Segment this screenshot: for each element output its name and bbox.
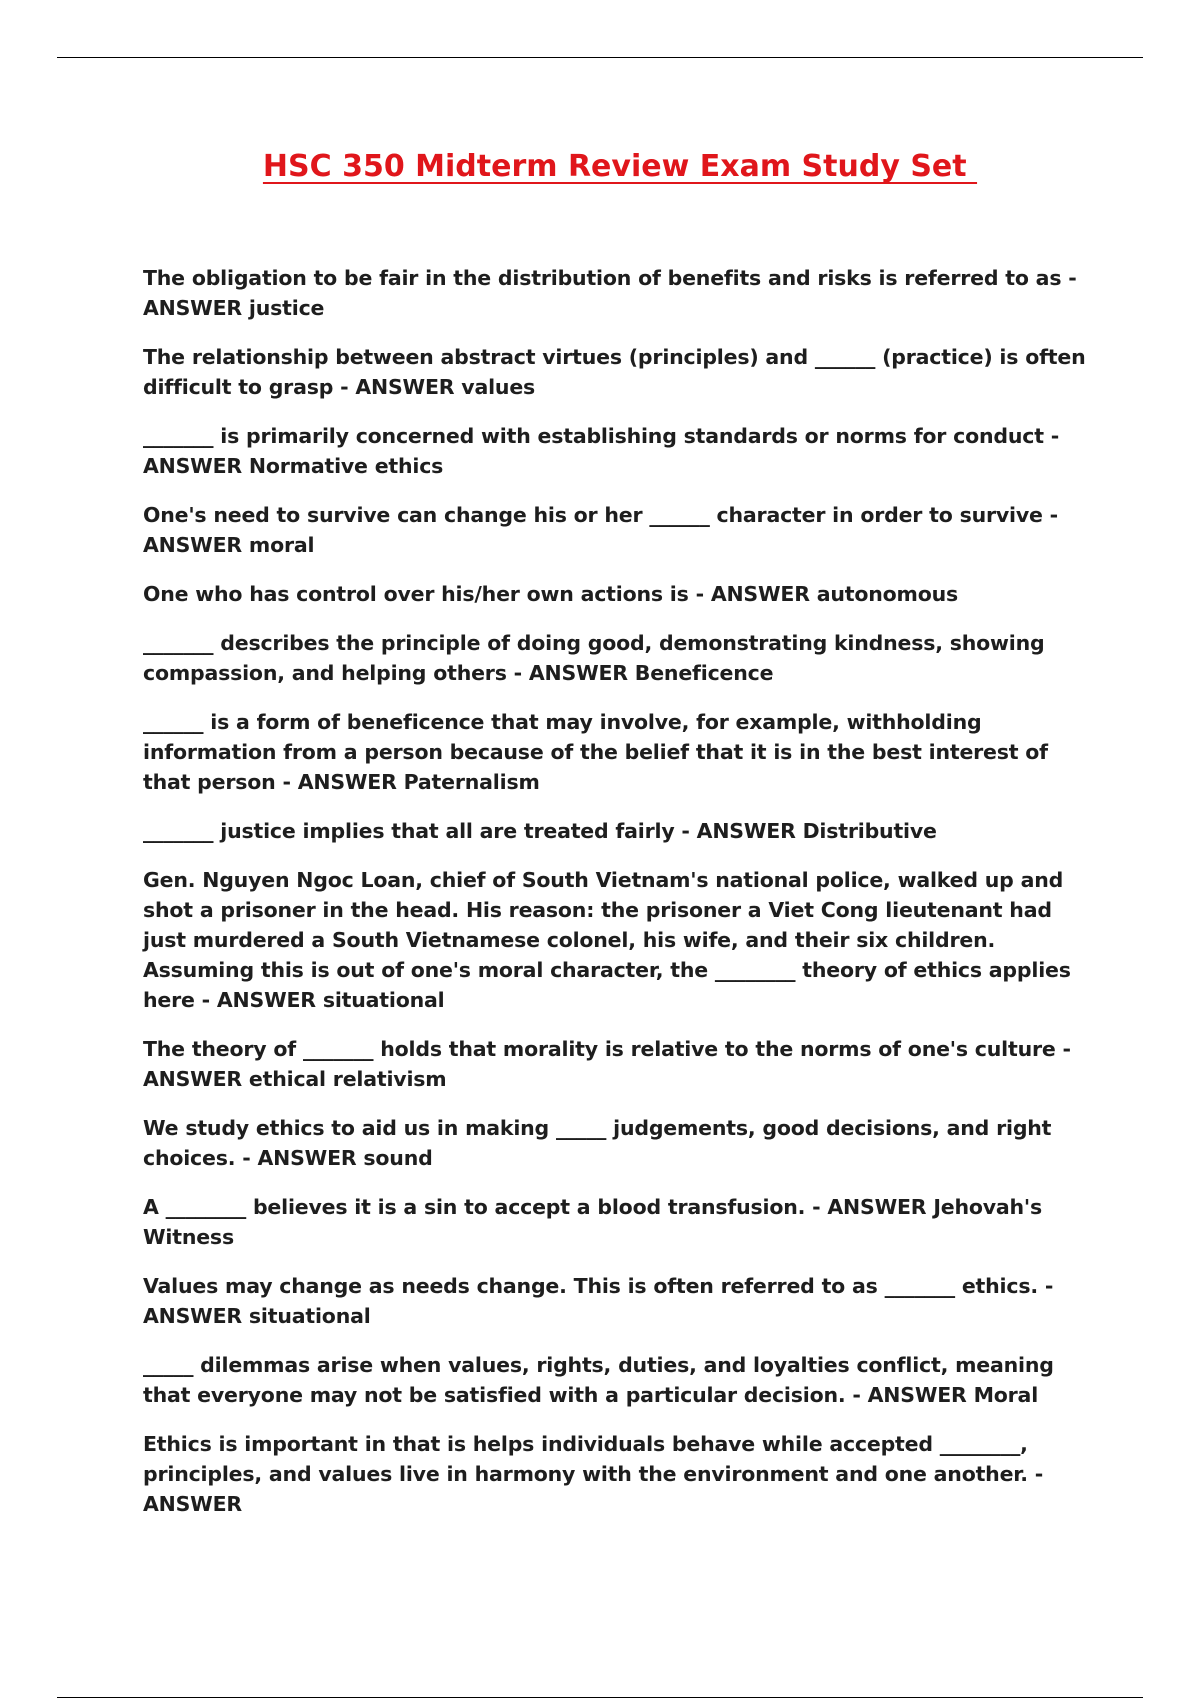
question-item-15: Ethics is important in that is helps individuals behave while accepted ________, principles, and values live in harmony with the environment and one another. - ANSWER [143,1432,1044,1516]
bottom-divider [57,1697,1143,1698]
question-item-9: Gen. Nguyen Ngoc Loan, chief of South Vietnam's national police, walked up and shot a prisoner in the head. His reason: the prisoner a Viet Cong lieutenant had just murdered a South Vietnamese colonel, his wife, and their six children. Assuming this is out of one's moral character, the ________ theory of ethics applies here - ANSWER situational [143,868,1071,1012]
question-item-10: The theory of _______ holds that morality is relative to the norms of one's culture - ANSWER ethical relativism [143,1037,1071,1091]
question-item-13: Values may change as needs change. This is often referred to as _______ ethics. - ANSWER situational [143,1274,1054,1328]
question-item-11: We study ethics to aid us in making _____ judgements, good decisions, and right choices. - ANSWER sound [143,1116,1052,1170]
question-item-4: One's need to survive can change his or her ______ character in order to survive - ANSWER moral [143,503,1058,557]
question-item-2: The relationship between abstract virtues (principles) and ______ (practice) is often difficult to grasp - ANSWER values [143,345,1086,399]
question-item-3: _______ is primarily concerned with establishing standards or norms for conduct - ANSWER Normative ethics [143,424,1060,478]
top-divider [57,57,1143,58]
question-item-1: The obligation to be fair in the distribution of benefits and risks is referred to as - ANSWER justice [143,266,1077,320]
question-item-8: _______ justice implies that all are treated fairly - ANSWER Distributive [143,819,937,843]
question-item-12: A ________ believes it is a sin to accept a blood transfusion. - ANSWER Jehovah's Witness [143,1195,1042,1249]
question-item-7: ______ is a form of beneficence that may involve, for example, withholding information from a person because of the belief that it is in the best interest of that person - ANSWER Paternalism [143,710,1048,794]
question-item-5: One who has control over his/her own actions is - ANSWER autonomous [143,582,958,606]
question-item-14: _____ dilemmas arise when values, rights, duties, and loyalties conflict, meaning that everyone may not be satisfied with a particular decision. - ANSWER Moral [143,1353,1054,1407]
document-title: HSC 350 Midterm Review Exam Study Set [262,149,978,184]
question-list [143,263,1093,1538]
question-item-6: _______ describes the principle of doing good, demonstrating kindness, showing compassion, and helping others - ANSWER Beneficence [143,631,1045,685]
